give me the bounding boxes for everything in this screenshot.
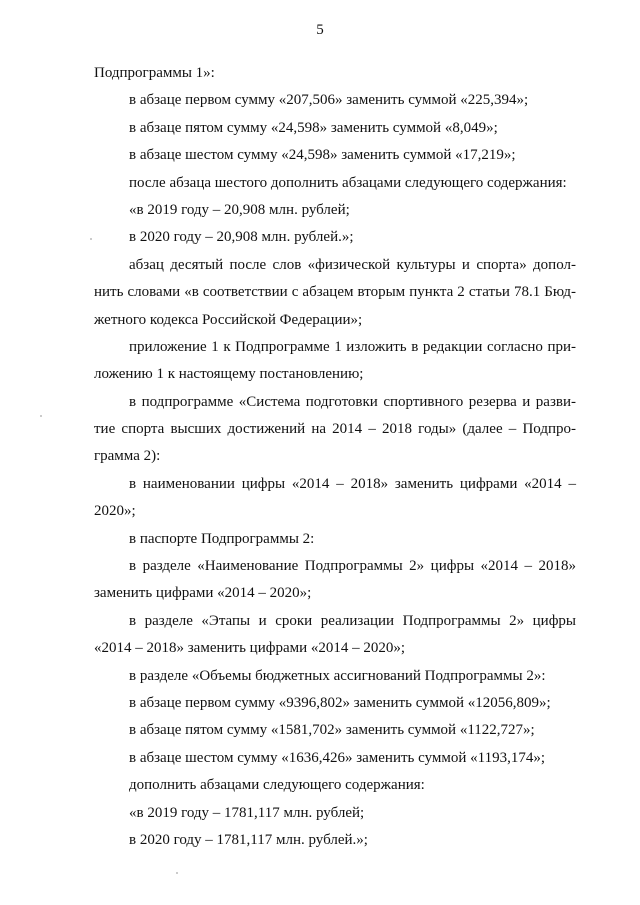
text-line: дополнить абзацами следующего содержания:	[129, 777, 425, 794]
text-line: в абзаце пятом сумму «24,598» заменить суммой «8,049»;	[129, 119, 498, 136]
text-line: в наименовании цифры «2014 – 2018» заменить цифрами «2014 –	[129, 475, 576, 492]
text-line: после абзаца шестого дополнить абзацами следующего содержания:	[129, 174, 567, 191]
text-line: «в 2019 году – 1781,117 млн. рублей;	[129, 804, 365, 821]
text-line: грамма 2):	[94, 448, 161, 465]
scan-speck	[90, 238, 92, 240]
body-text	[94, 60, 576, 854]
scan-speck	[176, 872, 178, 874]
text-line: в абзаце первом сумму «207,506» заменить суммой «225,394»;	[129, 92, 529, 109]
text-line: в разделе «Объемы бюджетных ассигнований Подпрограммы 2»:	[129, 667, 546, 684]
text-line: в абзаце первом сумму «9396,802» заменить суммой «12056,809»;	[129, 694, 551, 711]
text-line: в подпрограмме «Система подготовки спортивного резерва и разви-	[129, 393, 576, 410]
text-line: абзац десятый после слов «физической культуры и спорта» допол-	[129, 256, 576, 273]
text-line: «2014 – 2018» заменить цифрами «2014 – 2020»;	[94, 640, 406, 657]
text-line: нить словами «в соответствии с абзацем вторым пункта 2 статьи 78.1 Бюд-	[94, 284, 576, 301]
text-line: в абзаце шестом сумму «1636,426» заменить суммой «1193,174»;	[129, 749, 546, 766]
text-line: в 2020 году – 1781,117 млн. рублей.»;	[129, 831, 368, 848]
text-line: тие спорта высших достижений на 2014 – 2018 годы» (далее – Подпро-	[94, 421, 576, 438]
text-line: «в 2019 году – 20,908 млн. рублей;	[129, 201, 350, 218]
scan-speck	[40, 415, 42, 417]
page-number: 5	[316, 22, 324, 38]
text-line: приложение 1 к Подпрограмме 1 изложить в редакции согласно при-	[129, 338, 576, 355]
text-line: в разделе «Этапы и сроки реализации Подпрограммы 2» цифры	[129, 612, 576, 629]
text-line: 2020»;	[94, 503, 136, 520]
text-line: в абзаце пятом сумму «1581,702» заменить суммой «1122,727»;	[129, 722, 535, 739]
text-line: Подпрограммы 1»:	[94, 65, 215, 81]
text-line: в разделе «Наименование Подпрограммы 2» цифры «2014 – 2018»	[129, 558, 576, 575]
text-line: в абзаце шестом сумму «24,598» заменить суммой «17,219»;	[129, 147, 516, 164]
text-line: в паспорте Подпрограммы 2:	[129, 530, 315, 547]
text-line: заменить цифрами «2014 – 2020»;	[94, 585, 312, 602]
text-line: жетного кодекса Российской Федерации»;	[94, 311, 363, 328]
text-line: ложению 1 к настоящему постановлению;	[94, 366, 364, 383]
text-line: в 2020 году – 20,908 млн. рублей.»;	[129, 229, 354, 246]
